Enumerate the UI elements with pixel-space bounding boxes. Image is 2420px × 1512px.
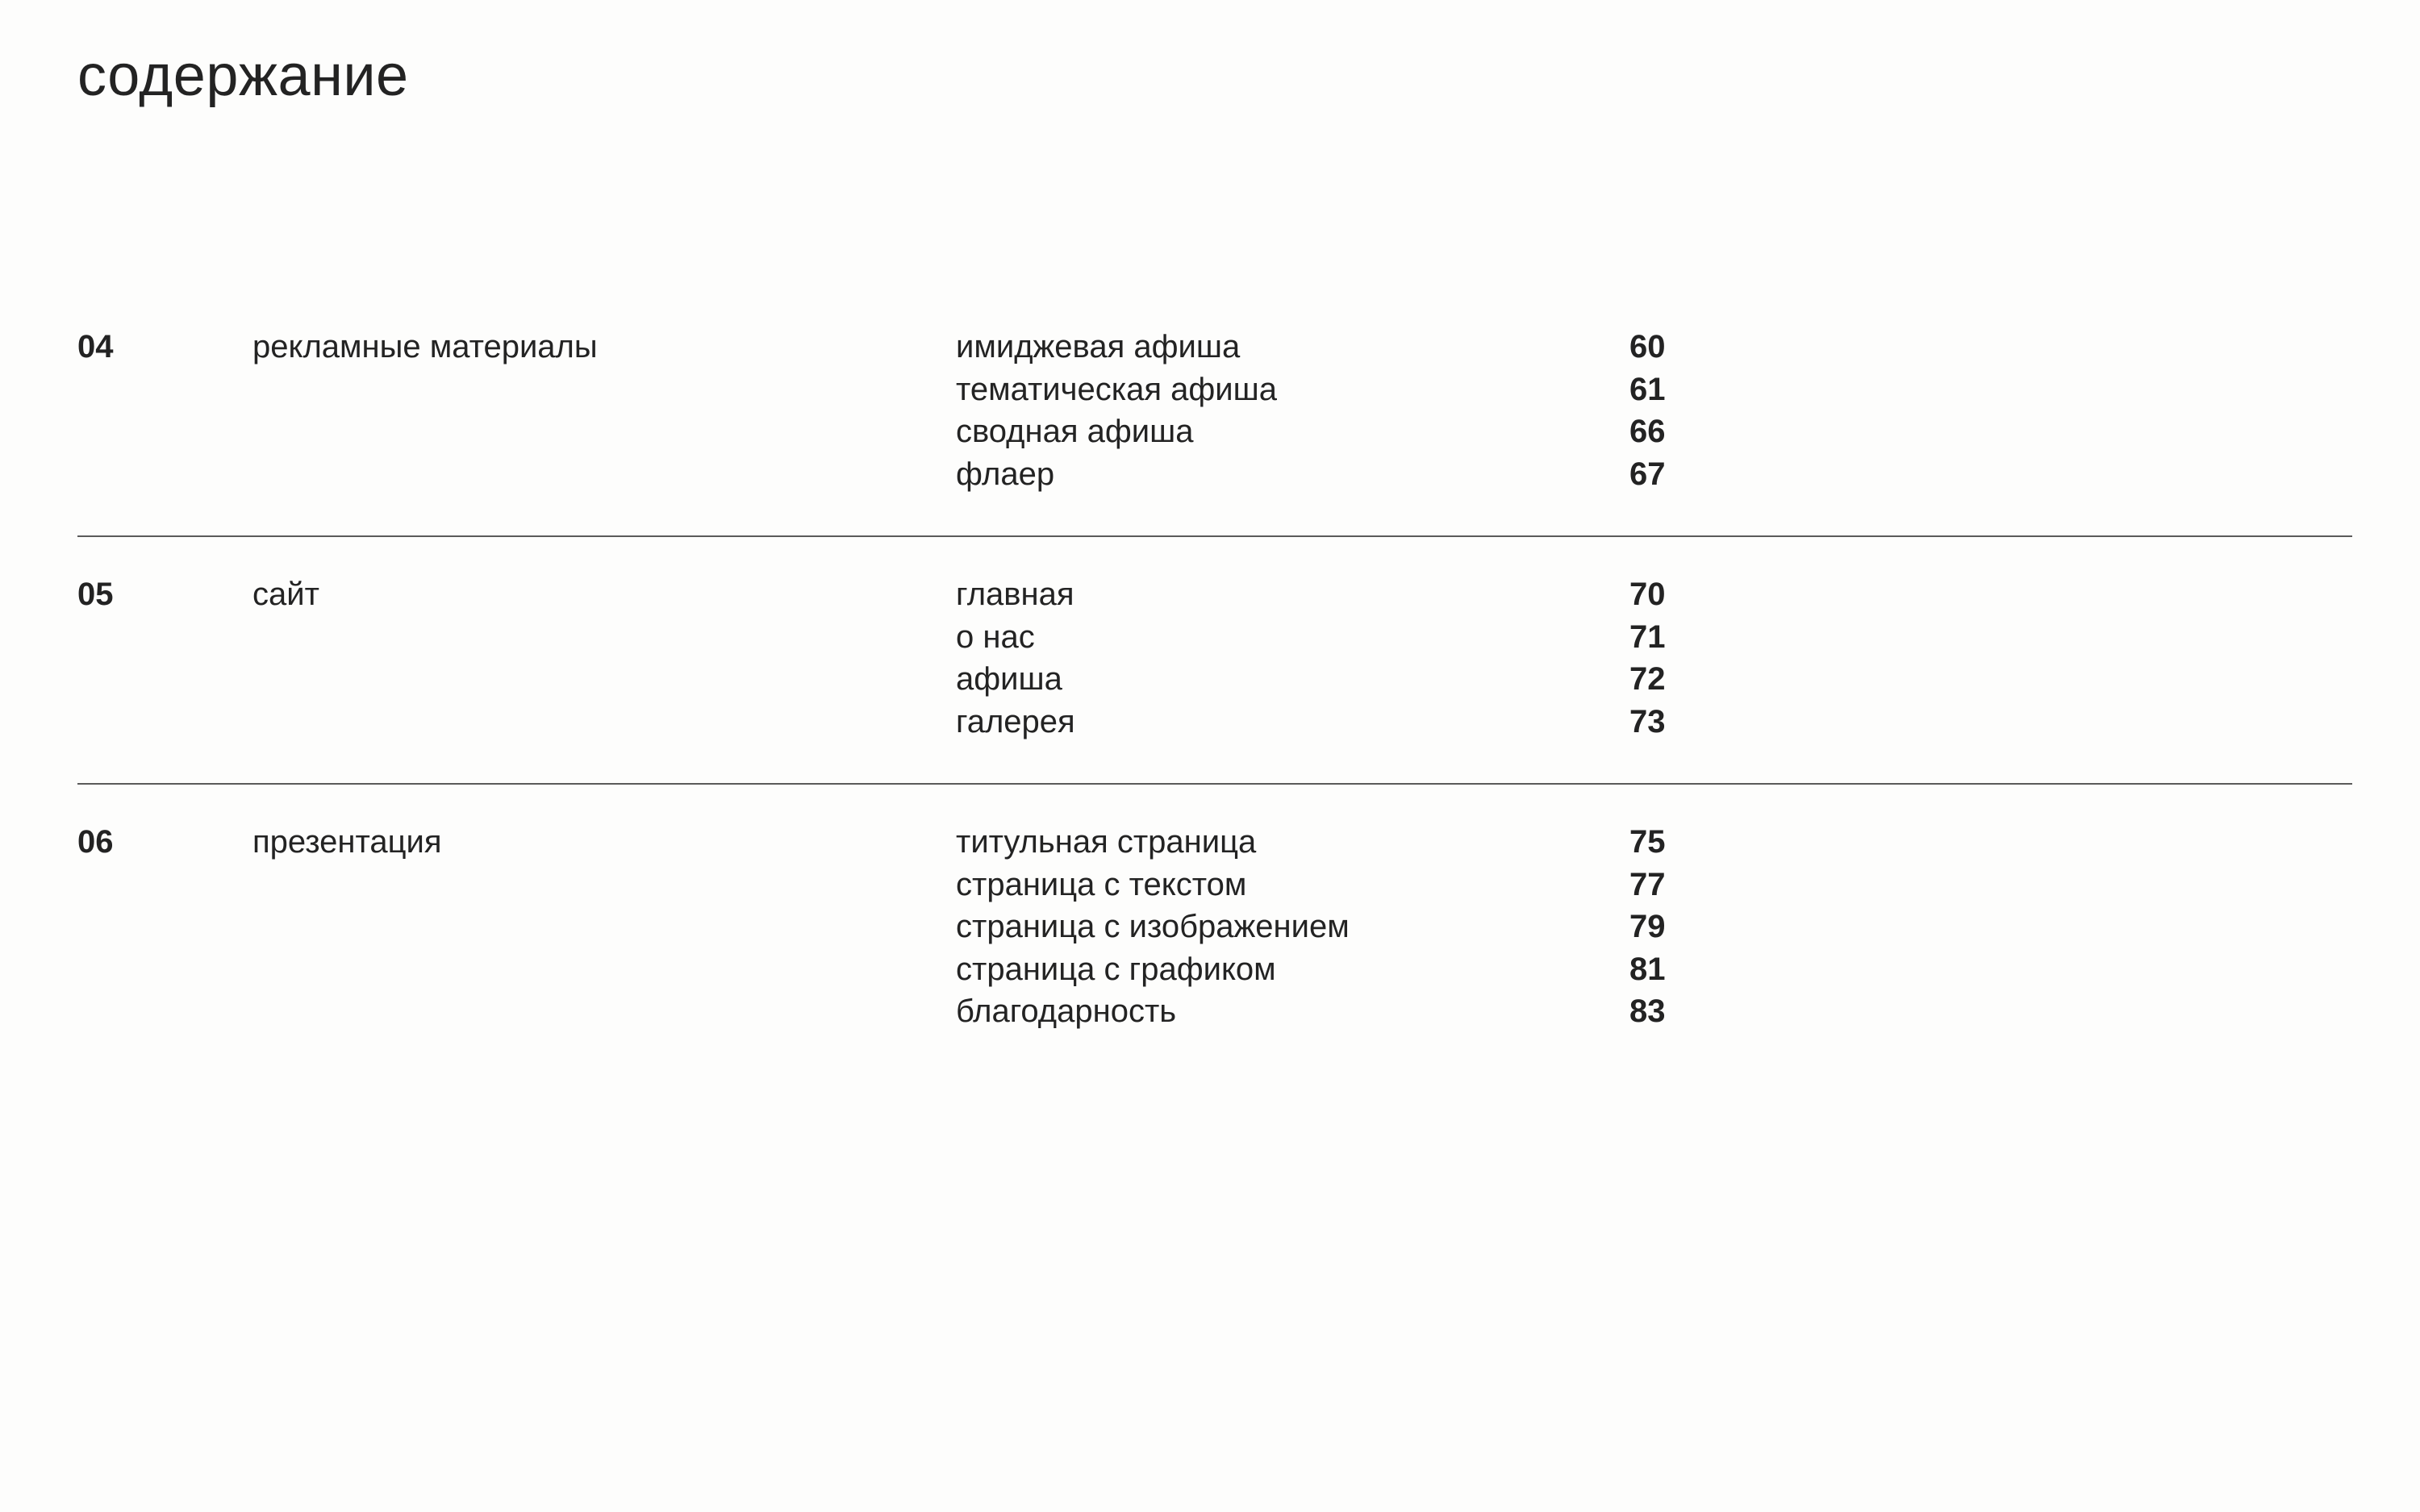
- toc-entry-label: о нас: [956, 619, 1035, 655]
- toc-entry[interactable]: [956, 410, 1763, 453]
- toc-entry[interactable]: [956, 821, 1763, 864]
- section-number: 06: [77, 824, 114, 860]
- section-number: 04: [77, 329, 114, 364]
- toc-entry-label: страница с текстом: [956, 866, 1247, 902]
- toc-entry-page: 79: [1629, 909, 1666, 944]
- toc-entry[interactable]: [956, 616, 1763, 659]
- toc-entry-label: афиша: [956, 661, 1062, 697]
- toc-entry-label: титульная страница: [956, 824, 1257, 860]
- toc-entry-page: 72: [1629, 661, 1666, 697]
- toc-entry-page: 61: [1629, 371, 1666, 407]
- toc-entry-label: тематическая афиша: [956, 371, 1277, 407]
- toc-entry[interactable]: [956, 701, 1763, 744]
- section-title[interactable]: рекламные материалы: [252, 329, 598, 364]
- toc-entry-label: страница с изображением: [956, 909, 1350, 944]
- toc-entry-page: 60: [1629, 329, 1666, 364]
- toc-entry[interactable]: [956, 453, 1763, 496]
- toc-entry-label: имиджевая афиша: [956, 329, 1241, 364]
- section-entries: [956, 573, 1763, 743]
- toc-entry[interactable]: [956, 573, 1763, 616]
- section-divider: [77, 783, 2352, 785]
- toc-entry-page: 67: [1629, 456, 1666, 492]
- toc-entry[interactable]: [956, 326, 1763, 369]
- section-title[interactable]: презентация: [252, 824, 442, 860]
- toc-entry[interactable]: [956, 948, 1763, 991]
- toc-entry-page: 81: [1629, 951, 1666, 987]
- section-divider: [77, 535, 2352, 537]
- toc-entry[interactable]: [956, 658, 1763, 701]
- section-number: 05: [77, 577, 114, 612]
- toc-entry[interactable]: [956, 369, 1763, 411]
- page-title: содержание: [77, 44, 409, 108]
- toc-entry-page: 73: [1629, 703, 1666, 739]
- toc-entry-label: сводная афиша: [956, 414, 1194, 449]
- section-entries: [956, 326, 1763, 495]
- toc-entry-page: 66: [1629, 414, 1666, 449]
- toc-entry-page: 77: [1629, 866, 1666, 902]
- toc-entry-label: благодарность: [956, 993, 1177, 1029]
- toc-entry-page: 83: [1629, 993, 1666, 1029]
- section-entries: [956, 821, 1763, 1033]
- toc-entry[interactable]: [956, 990, 1763, 1033]
- toc-entry-page: 70: [1629, 577, 1666, 612]
- toc-entry-label: флаер: [956, 456, 1055, 492]
- toc-entry-page: 75: [1629, 824, 1666, 860]
- toc-entry-label: галерея: [956, 703, 1075, 739]
- toc-entry[interactable]: [956, 906, 1763, 948]
- toc-entry[interactable]: [956, 864, 1763, 906]
- toc-entry-label: страница с графиком: [956, 951, 1276, 987]
- toc-entry-page: 71: [1629, 619, 1666, 655]
- toc-entry-label: главная: [956, 577, 1074, 612]
- section-title[interactable]: сайт: [252, 577, 319, 612]
